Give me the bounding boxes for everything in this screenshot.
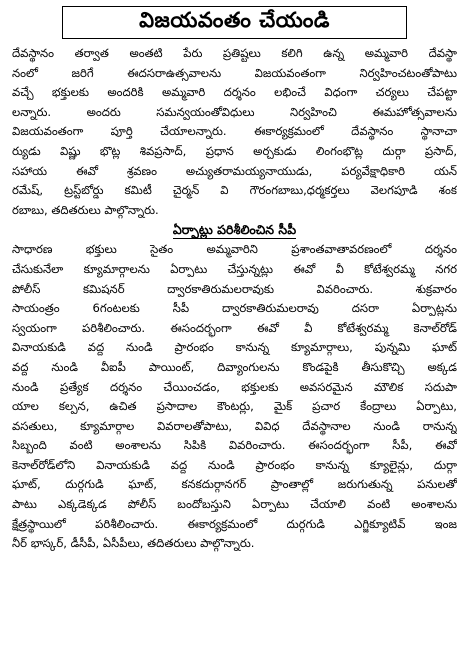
text-line: వసతులు, క్యూమార్గాల వివరాలతోపాటు, వివిధ దేవస్థానాల నుండి రానున్న (12, 418, 457, 433)
text-line: కెనాల్‌రోడ్‌లోని వినాయకుడి వద్ద నుండి ప్రారంభం కానున్న క్యూలైన్లు, దుర్గా (12, 457, 457, 472)
text-line: నంలో జరిగే ఈదసరాఉత్సవాలను విజయవంతంగా నిర్వహించటంతోపాటు (12, 65, 457, 80)
text-line: పాటు ఎక్కడెక్కడ పోలీస్ బందోబస్తుని ఏర్పాటు చేయాలి వంటి అంశాలను (12, 497, 457, 512)
text-line: వద్ద నుండి వీఐపీ పాయింట్, దివ్యాంగులను కొండపైకి తీసుకొచ్చి అక్కడ (12, 359, 457, 374)
text-line: రమేష్, ట్రస్ట్‌బోర్డు కమిటీ చైర్మన్ వి గౌరంగబాబు,ధర్మకర్తలు వెలగపూడి శంక (12, 183, 457, 198)
text-line: వచ్చే భక్తులకు అందరికి అమ్మవారి దర్శనం లభించే విధంగా చర్యలు చేపట్టా (12, 85, 457, 100)
paragraph-1 (12, 44, 457, 220)
subheading (12, 220, 457, 240)
text-line: ర్యుడు విష్ణు భొట్ల శివప్రసాద్, ప్రధాన అర్చకుడు లింగంభొట్ల దుర్గా ప్రసాద్, (12, 143, 457, 158)
text-line: లన్నారు. అందరు సమన్వయంతోవిధులు నిర్వహించి ఈమహోత్సవాలను (12, 104, 457, 119)
text-line: దేవస్థానం తర్వాత అంతటి పేరు ప్రతిష్టలు కలిగి ఉన్న అమ్మవారి దేవస్థా (12, 46, 457, 60)
text-line: పోలీస్ కమిషనర్ ద్వారకాతిరుమలరావుకు వివరించారు. శుక్రవారం (12, 281, 457, 296)
text-line: ఘాట్, దుర్గగుడి ఘాట్, కనకదుర్గానగర్ ప్రాంతాల్లో జరుగుతున్న పనులతో (12, 477, 457, 492)
text-line: సిబ్బంది వంటి అంశాలను సిపికి వివరించారు. ఈసందర్భంగా సీపీ, ఈవో (12, 438, 457, 453)
text-line: స్వయంగా పరిశీలించారు. ఈసందర్భంగా ఈవో వీ కోటేశ్వరమ్మ కెనాల్‌రోడ్ (12, 320, 457, 335)
text-line: సాయంత్రం 6గంటలకు సీపీ ద్వారకాతిరుమలరావు దసరా ఏర్పాట్లను (12, 301, 457, 316)
text-line: వినాయకుడి వద్ద నుండి ప్రారంభం కానున్న క్యూమార్గాలు, పున్నమి ఘాట్ (12, 340, 457, 355)
paragraph-2 (12, 240, 457, 554)
text-line: యాల కల్పన, ఉచిత ప్రసాదాల కౌంటర్లు, మైక్ ప్రచార కేంద్రాలు ఏర్పాటు, (12, 399, 457, 414)
text-line: నుండి ప్రత్యేక దర్శనం చేయించడం, భక్తులకు అవసరమైన మౌలిక సదుపా (12, 379, 457, 394)
article-body (12, 44, 457, 554)
text-line: నీర్ భాస్కర్, డీసీపీ, ఏసీపీలు, తదితరులు పాల్గొన్నారు. (12, 536, 255, 551)
text-line: క్షేత్రస్థాయిలో పరిశీలించారు. ఈకార్యక్రమంలో దుర్గగుడి ఎగ్జిక్యూటివ్ ఇంజ (12, 516, 457, 531)
news-article (0, 6, 467, 667)
headline: విజయవంతం చేయండి (62, 6, 407, 39)
text-line: చేసుకునేలా క్యూమార్గాలను ఏర్పాటు చేస్తున్నట్లు ఈవో వీ కోటేశ్వరమ్మ నగర (12, 261, 457, 276)
text-line: సహాయ ఈవో శ్రవణం అచ్యుతరామయ్యనాయుడు, పర్యవేక్షాధికారి యన్ (12, 163, 457, 178)
text-line: సాధారణ భక్తులు సైతం అమ్మవారిని ప్రశాంతవాతావరణంలో దర్శనం (12, 242, 457, 257)
text-line: రబాబు, తదితరులు పాల్గొన్నారు. (12, 202, 159, 217)
subheading-text: ఏర్పాట్లు పరిశీలించిన సీపీ (172, 222, 297, 238)
text-line: విజయవంతంగా పూర్తి చేయాలన్నారు. ఈకార్యక్రమంలో దేవస్థానం స్థానాచా (12, 124, 457, 139)
